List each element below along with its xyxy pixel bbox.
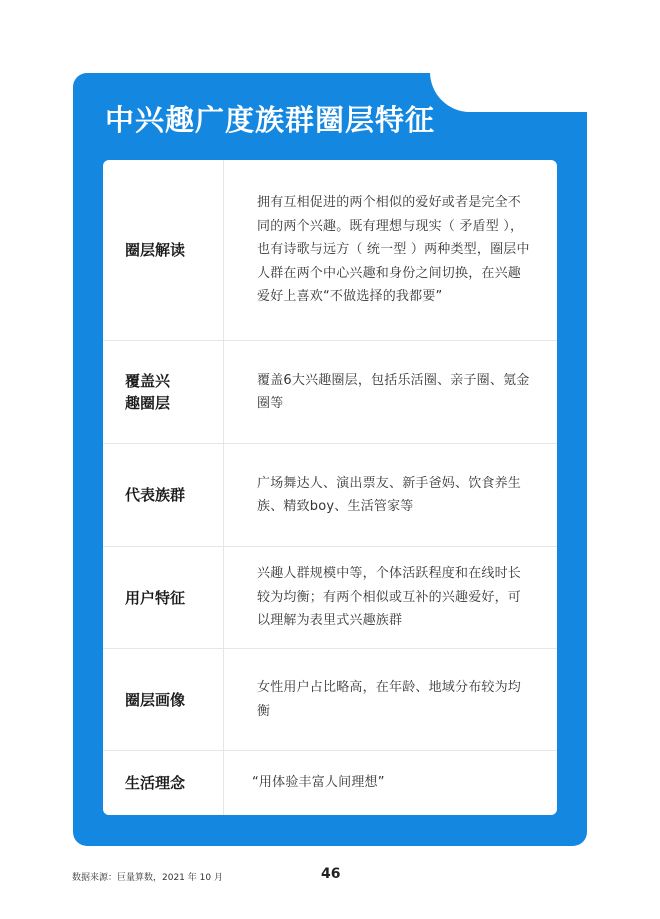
row-value: 女性用户占比略高，在年龄、地域分布较为均衡	[257, 680, 522, 719]
row-label: 用户特征	[103, 547, 224, 648]
row-value: 兴趣人群规模中等，个体活跃程度和在线时长较为均衡；有两个相似或互补的兴趣爱好，可以理解为表里式兴趣族群	[257, 566, 522, 629]
table-row	[103, 751, 557, 815]
row-label: 代表族群	[103, 444, 224, 546]
table-row	[103, 160, 557, 341]
card-corner-notch	[430, 72, 590, 112]
page-number: 46	[321, 866, 341, 882]
row-label: 圈层画像	[103, 649, 224, 750]
page-title: 中兴趣广度族群圈层特征	[105, 103, 436, 137]
feature-table	[103, 160, 557, 815]
row-label: 生活理念	[103, 751, 224, 815]
table-row	[103, 444, 557, 547]
row-label: 圈层解读	[103, 160, 224, 340]
row-label: 覆盖兴趣圈层	[103, 341, 224, 443]
row-value: “用体验丰富人间理想”	[252, 775, 385, 791]
row-value: 覆盖6大兴趣圈层，包括乐活圈、亲子圈、氪金圈等	[257, 372, 530, 411]
row-value: 拥有互相促进的两个相似的爱好或者是完全不同的两个兴趣。既有理想与现实（ 矛盾型 ），也有诗歌与远方（ 统一型 ）两种类型，圈层中人群在两个中心兴趣和身份之间切换，在兴趣爱好上喜欢“不做选择的我都要”	[257, 195, 530, 305]
data-source-note: 数据来源：巨量算数，2021 年 10 月	[72, 873, 223, 883]
table-row	[103, 341, 557, 444]
row-value: 广场舞达人、演出票友、新手爸妈、饮食养生族、精致boy、生活管家等	[257, 475, 522, 514]
table-row	[103, 547, 557, 649]
table-row	[103, 649, 557, 751]
